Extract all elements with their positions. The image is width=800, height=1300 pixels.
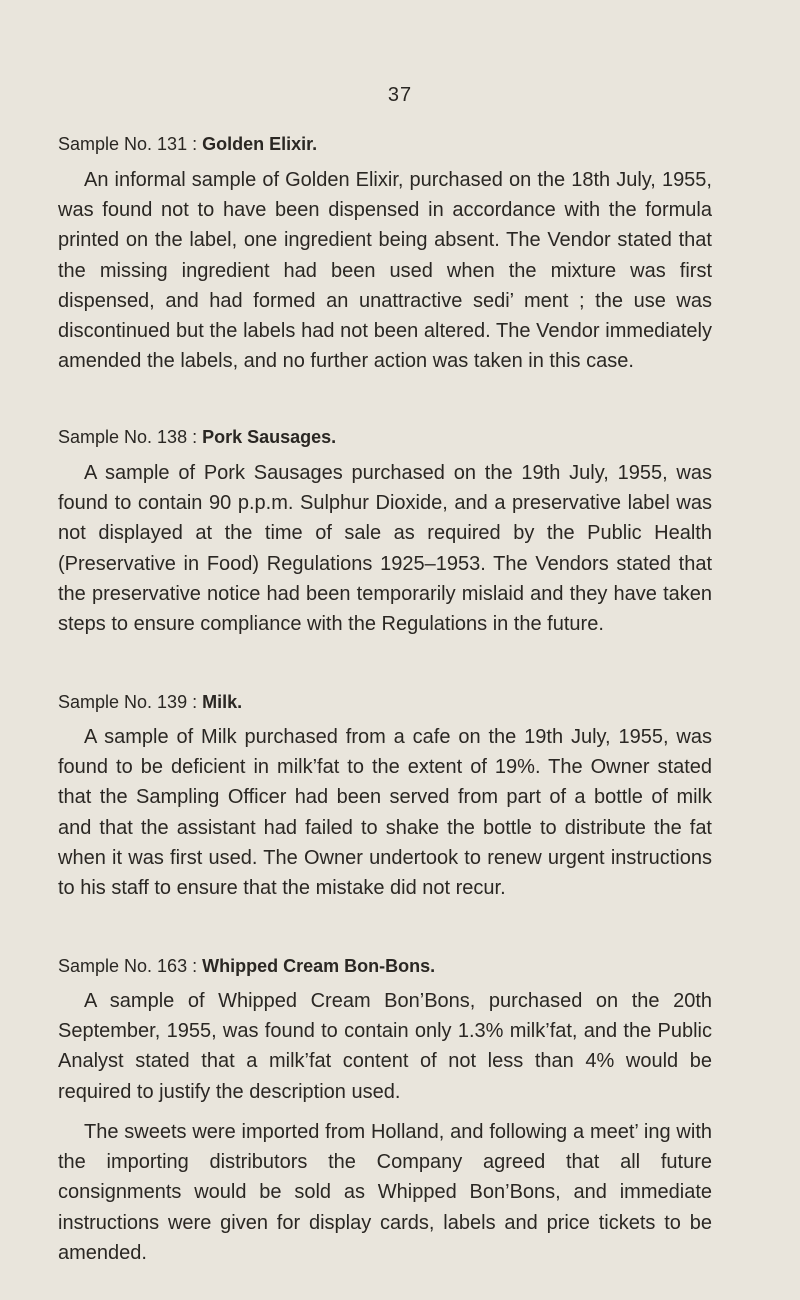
sample-label: Sample No. 163 : [58, 956, 198, 976]
paragraph-pork-sausages: A sample of Pork Sausages purchased on the 19th July, 1955, was found to contain 90 p.p.m. Sulphur Dioxide, and a preservative label was not displayed at the time of sale as required by the Public Health (Preservative in Food) Regulations 1925–1953. The Vendors stated that the preservative notice had been temporarily mislaid and they have taken steps to ensure compliance with the Regulations in the future. [58, 462, 712, 636]
paragraph-golden-elixir: An informal sample of Golden Elixir, purchased on the 18th July, 1955, was found not to have been dispensed in accordance with the formula printed on the label, one ingredient being absent. The Vendor stated that the missing ingredient had been used when the mixture was first dispensed, and had formed an unattractive sedi’ ment ; the use was discontinued but the labels had not been altered. The Vendor immediately amended the labels, and no further action was taken in this case. [58, 169, 712, 373]
sample-title: Milk. [202, 692, 243, 712]
sample-label: Sample No. 138 : [58, 427, 198, 447]
section-heading-golden-elixir [58, 134, 317, 155]
page-number: 37 [387, 84, 413, 106]
paragraph-whipped-cream-1: A sample of Whipped Cream Bon’Bons, purchased on the 20th September, 1955, was found to contain only 1.3% milk’fat, and the Public Analyst stated that a milk’fat content of not less than 4% would be required to justify the description used. [58, 990, 712, 1103]
paragraph-whipped-cream-2: The sweets were imported from Holland, and following a meet’ ing with the importing distributors the Company agreed that all future consignments would be sold as Whipped Bon’Bons, and immediate instructions were given for display cards, labels and price tickets to be amended. [58, 1121, 712, 1264]
sample-title: Pork Sausages. [202, 427, 337, 447]
sample-title: Whipped Cream Bon-Bons. [202, 956, 436, 976]
paragraph-milk: A sample of Milk purchased from a cafe on the 19th July, 1955, was found to be deficient in milk’fat to the extent of 19%. The Owner stated that the Sampling Officer had been served from part of a bottle of milk and that the assistant had failed to shake the bottle to distribute the fat when it was first used. The Owner undertook to renew urgent instructions to his staff to ensure that the mistake did not recur. [58, 726, 712, 900]
sample-label: Sample No. 139 : [58, 692, 198, 712]
sample-label: Sample No. 131 : [58, 134, 198, 154]
section-heading-whipped-cream-bon-bons [58, 956, 435, 977]
sample-title: Golden Elixir. [202, 134, 318, 154]
section-heading-milk [58, 692, 242, 713]
section-heading-pork-sausages [58, 427, 336, 448]
